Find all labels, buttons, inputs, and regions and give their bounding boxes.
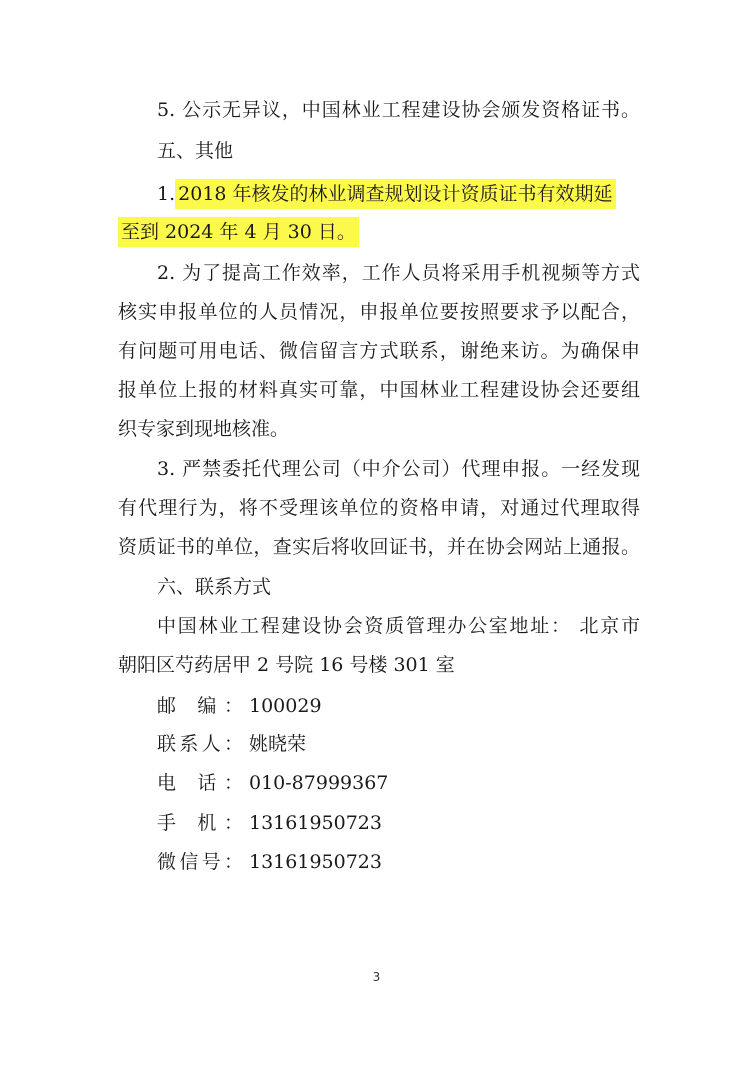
paragraph-line: 有问题可用电话、微信留言方式联系，谢绝来访。为确保申 [118,340,640,362]
page-number: 3 [372,970,381,984]
contact-key: 电 话： [157,772,243,794]
paragraph-line: 有代理行为，将不受理该单位的资格申请，对通过代理取得 [118,497,640,519]
highlighted-text: 至到 2024 年 4 月 30 日。 [118,217,359,247]
contact-value: 010-87999367 [249,772,389,794]
contact-key: 微信号： [157,851,243,873]
contact-value: 13161950723 [249,812,382,834]
paragraph-line: 5. 公示无异议，中国林业工程建设协会颁发资格证书。 [157,99,640,121]
contact-value: 姚晓荣 [249,733,307,755]
paragraph-line: 3. 严禁委托代理公司（中介公司）代理申报。一经发现 [157,458,640,480]
paragraph-line: 报单位上报的材料真实可靠，中国林业工程建设协会还要组 [118,379,640,401]
address-line: 中国林业工程建设协会资质管理办公室地址： 北京市 [157,615,640,637]
paragraph-line: 资质证书的单位，查实后将收回证书，并在协会网站上通报。 [118,536,640,558]
contact-key: 邮 编： [157,695,243,717]
paragraph-line: 核实申报单位的人员情况，申报单位要按照要求予以配合， [118,301,640,323]
highlighted-line [157,174,640,214]
contact-wechat [157,844,382,880]
section-heading-contact: 六、联系方式 [157,576,272,598]
contact-value: 13161950723 [249,851,382,873]
contact-person [157,726,306,762]
section-heading-other: 五、其他 [157,140,234,162]
contact-postcode [157,688,322,724]
contact-value: 100029 [249,695,322,717]
contact-key: 联系人： [157,733,243,755]
contact-mobile [157,805,382,841]
highlighted-text: 2018 年核发的林业调查规划设计资质证书有效期延 [175,179,615,209]
item-number: 1. [157,183,176,205]
paragraph-line: 织专家到现地核准。 [118,418,290,440]
contact-key: 手 机： [157,812,243,834]
highlighted-line [118,212,640,252]
contact-phone [157,765,388,801]
paragraph-line: 2. 为了提高工作效率，工作人员将采用手机视频等方式 [157,262,640,284]
address-line: 朝阳区芍药居甲 2 号院 16 号楼 301 室 [118,654,455,676]
